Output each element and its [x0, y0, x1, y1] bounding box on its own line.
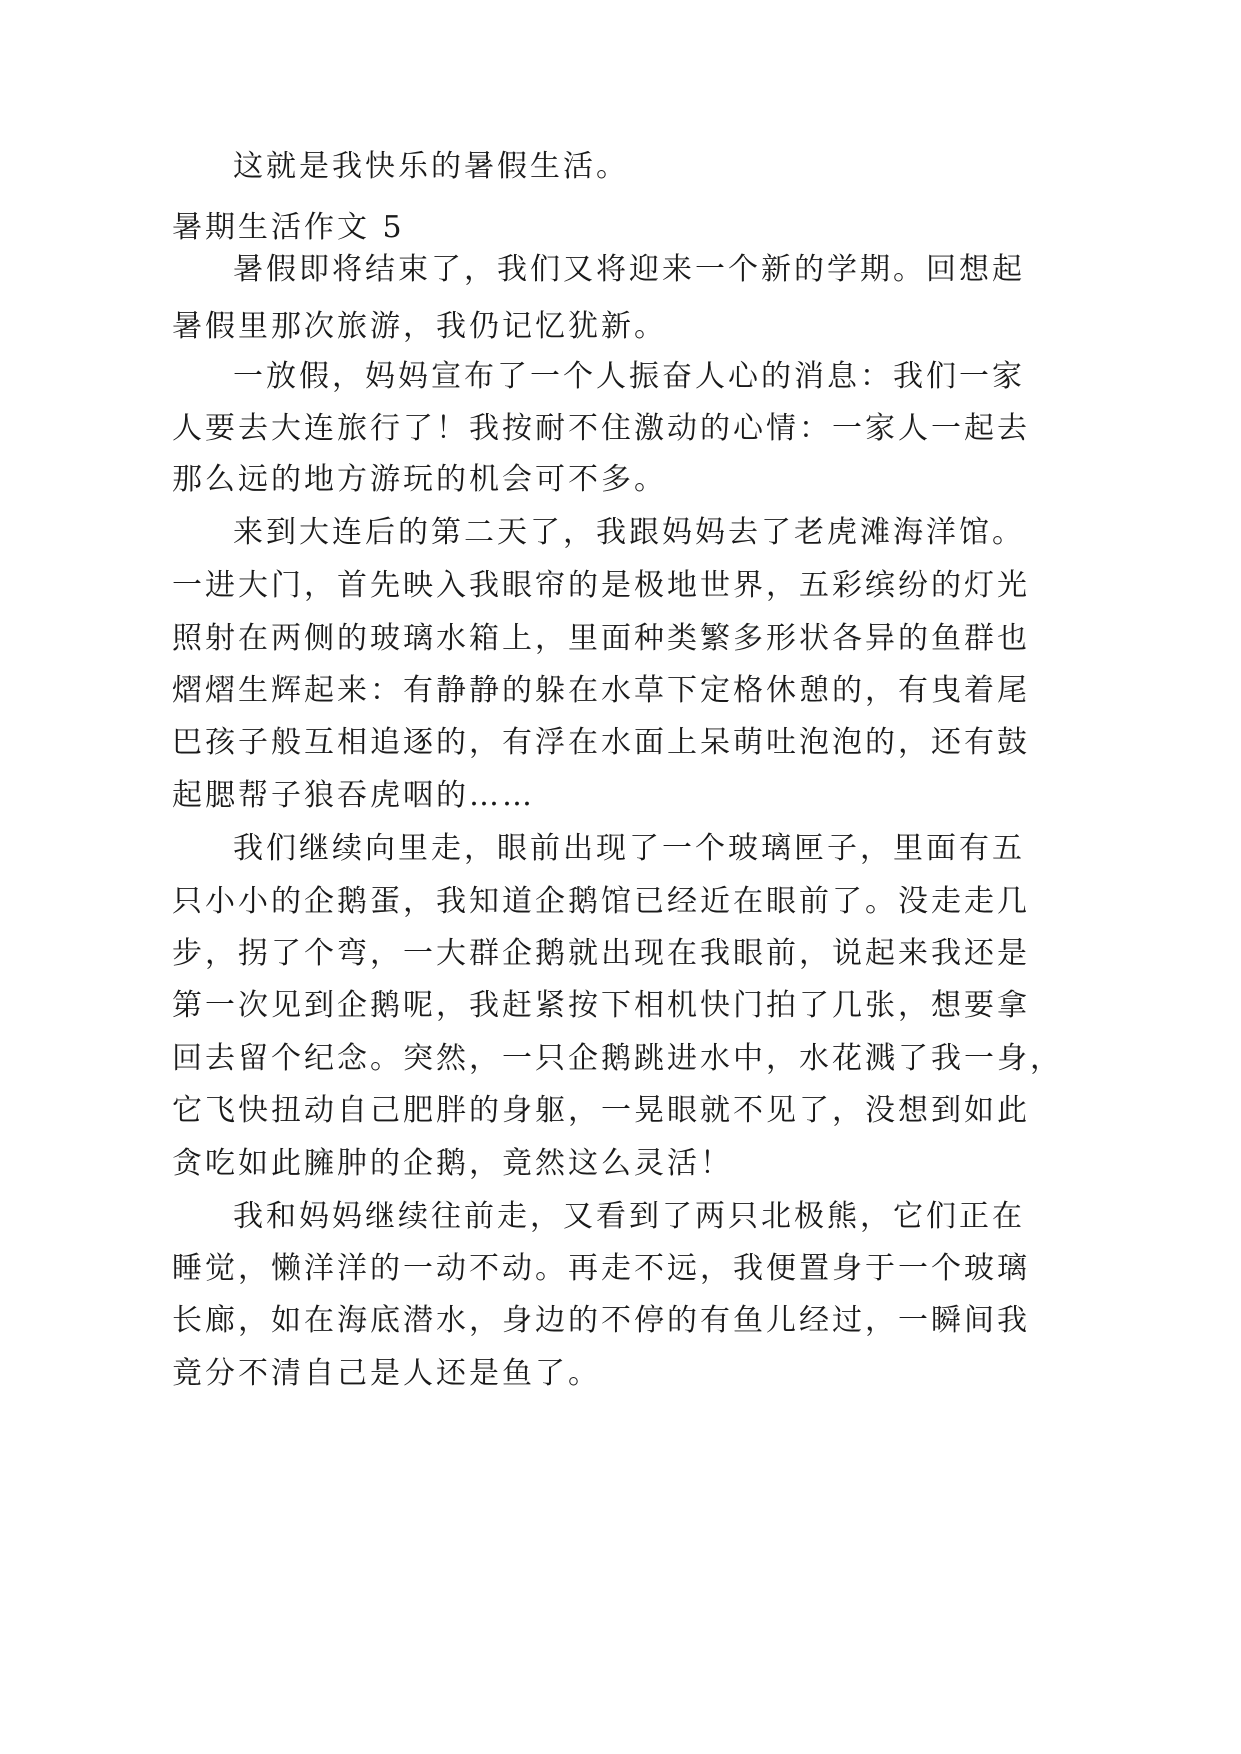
section-title: 暑期生活作文 5	[172, 210, 405, 245]
paragraph-line: 暑假里那次旅游，我仍记忆犹新。	[172, 309, 667, 344]
paragraph-line: 起腮帮子狼吞虎咽的……	[172, 778, 535, 813]
paragraph-line: 一进大门，首先映入我眼帘的是极地世界，五彩缤纷的灯光	[172, 568, 1030, 603]
paragraph-line: 一放假，妈妈宣布了一个人振奋人心的消息：我们一家	[233, 359, 1025, 394]
paragraph-line: 那么远的地方游玩的机会可不多。	[172, 462, 667, 497]
paragraph-line: 照射在两侧的玻璃水箱上，里面种类繁多形状各异的鱼群也	[172, 621, 1030, 656]
paragraph-line: 长廊，如在海底潜水，身边的不停的有鱼儿经过，一瞬间我	[172, 1303, 1030, 1338]
paragraph-line: 步，拐了个弯，一大群企鹅就出现在我眼前，说起来我还是	[172, 936, 1030, 971]
paragraph-line: 我们继续向里走，眼前出现了一个玻璃匣子，里面有五	[233, 831, 1025, 866]
paragraph-line: 暑假即将结束了，我们又将迎来一个新的学期。回想起	[233, 252, 1025, 287]
paragraph-line: 我和妈妈继续往前走，又看到了两只北极熊，它们正在	[233, 1199, 1025, 1234]
paragraph-line: 巴孩子般互相追逐的，有浮在水面上呆萌吐泡泡的，还有鼓	[172, 725, 1030, 760]
paragraph-line: 熠熠生辉起来：有静静的躲在水草下定格休憩的，有曳着尾	[172, 673, 1030, 708]
paragraph-line: 这就是我快乐的暑假生活。	[233, 149, 629, 184]
paragraph-line: 回去留个纪念。突然，一只企鹅跳进水中，水花溅了我一身，	[172, 1041, 1063, 1076]
paragraph-line: 来到大连后的第二天了，我跟妈妈去了老虎滩海洋馆。	[233, 515, 1025, 550]
paragraph-line: 人要去大连旅行了！我按耐不住激动的心情：一家人一起去	[172, 411, 1030, 446]
paragraph-line: 第一次见到企鹅呢，我赶紧按下相机快门拍了几张，想要拿	[172, 988, 1030, 1023]
paragraph-line: 它飞快扭动自己肥胖的身躯，一晃眼就不见了，没想到如此	[172, 1093, 1030, 1128]
paragraph-line: 贪吃如此臃肿的企鹅，竟然这么灵活！	[172, 1146, 733, 1181]
paragraph-line: 睡觉，懒洋洋的一动不动。再走不远，我便置身于一个玻璃	[172, 1251, 1030, 1286]
paragraph-line: 竟分不清自己是人还是鱼了。	[172, 1356, 601, 1391]
paragraph-line: 只小小的企鹅蛋，我知道企鹅馆已经近在眼前了。没走走几	[172, 884, 1030, 919]
